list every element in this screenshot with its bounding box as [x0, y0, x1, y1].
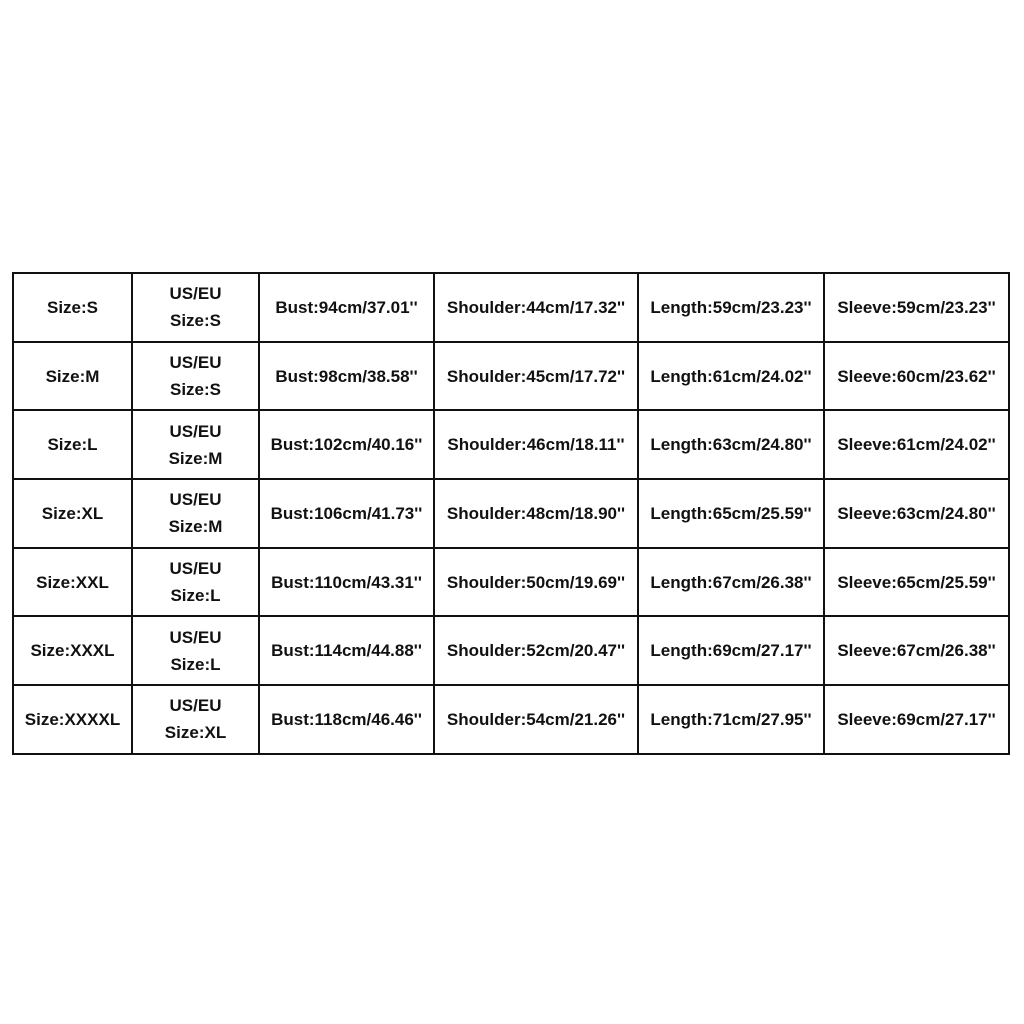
bust-cell: Bust:106cm/41.73''	[259, 479, 434, 548]
shoulder-cell: Shoulder:54cm/21.26''	[434, 685, 638, 754]
us-eu-label: US/EU	[169, 284, 222, 304]
us-eu-size-cell	[132, 479, 259, 548]
us-eu-label: US/EU	[169, 696, 222, 716]
length-cell: Length:71cm/27.95''	[638, 685, 824, 754]
shoulder-cell: Shoulder:46cm/18.11''	[434, 410, 638, 479]
length-cell: Length:65cm/25.59''	[638, 479, 824, 548]
shoulder-cell: Shoulder:48cm/18.90''	[434, 479, 638, 548]
sleeve-cell: Sleeve:59cm/23.23''	[824, 273, 1009, 342]
shoulder-cell: Shoulder:44cm/17.32''	[434, 273, 638, 342]
size-cell: Size:XXXL	[13, 616, 132, 685]
us-eu-label: US/EU	[169, 421, 222, 441]
us-eu-label: US/EU	[169, 353, 222, 373]
us-eu-size: Size:S	[169, 311, 222, 331]
us-eu-size-cell	[132, 548, 259, 617]
us-eu-size: Size:L	[170, 586, 221, 606]
us-eu-label: US/EU	[169, 559, 222, 579]
us-eu-label: US/EU	[169, 490, 222, 510]
us-eu-size: Size:S	[169, 380, 222, 400]
us-eu-size-cell	[132, 685, 259, 754]
table-row	[13, 685, 1009, 754]
table-row	[13, 410, 1009, 479]
sleeve-cell: Sleeve:65cm/25.59''	[824, 548, 1009, 617]
bust-cell: Bust:102cm/40.16''	[259, 410, 434, 479]
length-cell: Length:63cm/24.80''	[638, 410, 824, 479]
size-cell: Size:L	[13, 410, 132, 479]
shoulder-cell: Shoulder:52cm/20.47''	[434, 616, 638, 685]
sleeve-cell: Sleeve:63cm/24.80''	[824, 479, 1009, 548]
us-eu-size-cell	[132, 410, 259, 479]
size-cell: Size:S	[13, 273, 132, 342]
us-eu-size: Size:XL	[164, 723, 227, 743]
length-cell: Length:59cm/23.23''	[638, 273, 824, 342]
bust-cell: Bust:110cm/43.31''	[259, 548, 434, 617]
bust-cell: Bust:114cm/44.88''	[259, 616, 434, 685]
shoulder-cell: Shoulder:50cm/19.69''	[434, 548, 638, 617]
length-cell: Length:69cm/27.17''	[638, 616, 824, 685]
sleeve-cell: Sleeve:69cm/27.17''	[824, 685, 1009, 754]
size-cell: Size:M	[13, 342, 132, 411]
length-cell: Length:61cm/24.02''	[638, 342, 824, 411]
us-eu-label: US/EU	[169, 627, 222, 647]
size-cell: Size:XXXXL	[13, 685, 132, 754]
table-row	[13, 548, 1009, 617]
table-row	[13, 342, 1009, 411]
sleeve-cell: Sleeve:61cm/24.02''	[824, 410, 1009, 479]
sleeve-cell: Sleeve:60cm/23.62''	[824, 342, 1009, 411]
table-row	[13, 479, 1009, 548]
size-chart-table	[12, 272, 1010, 755]
size-cell: Size:XL	[13, 479, 132, 548]
shoulder-cell: Shoulder:45cm/17.72''	[434, 342, 638, 411]
us-eu-size: Size:L	[170, 654, 221, 674]
table-row	[13, 616, 1009, 685]
bust-cell: Bust:94cm/37.01''	[259, 273, 434, 342]
size-cell: Size:XXL	[13, 548, 132, 617]
sleeve-cell: Sleeve:67cm/26.38''	[824, 616, 1009, 685]
us-eu-size-cell	[132, 273, 259, 342]
table-row	[13, 273, 1009, 342]
us-eu-size-cell	[132, 342, 259, 411]
us-eu-size: Size:M	[168, 517, 223, 537]
length-cell: Length:67cm/26.38''	[638, 548, 824, 617]
bust-cell: Bust:98cm/38.58''	[259, 342, 434, 411]
us-eu-size-cell	[132, 616, 259, 685]
bust-cell: Bust:118cm/46.46''	[259, 685, 434, 754]
us-eu-size: Size:M	[168, 448, 223, 468]
